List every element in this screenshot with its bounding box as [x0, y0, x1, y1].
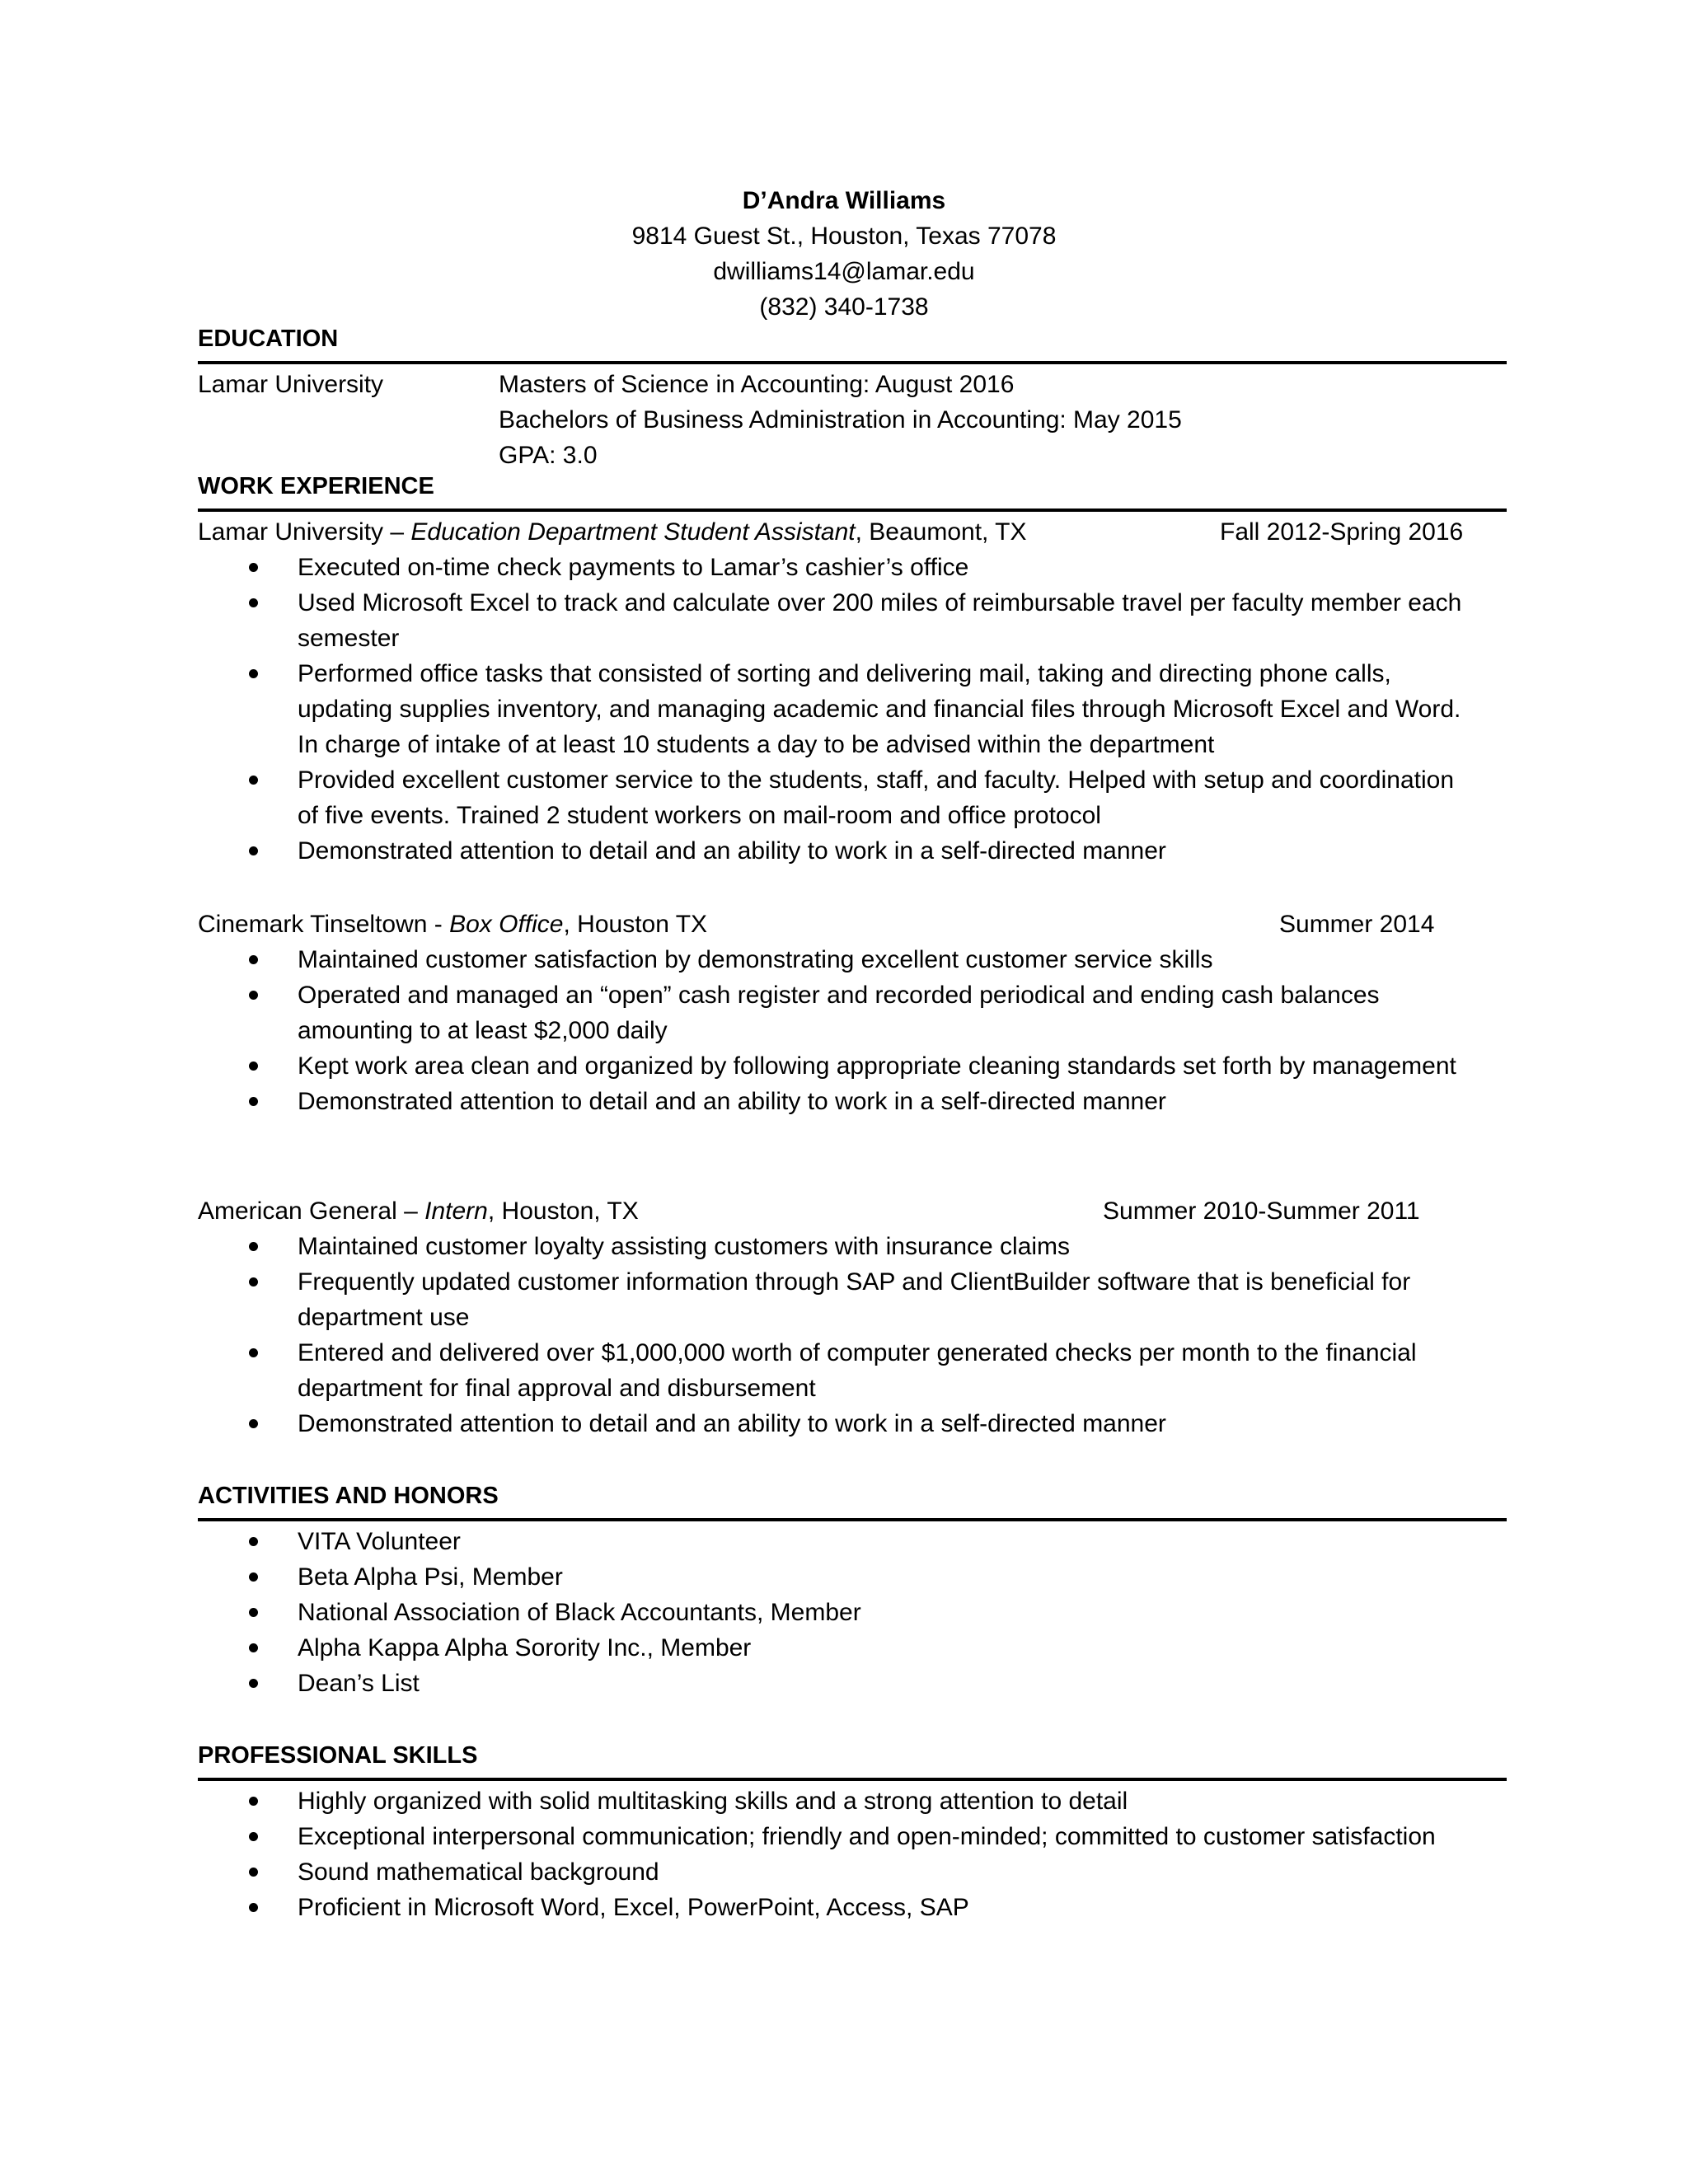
section-divider [198, 509, 1507, 512]
skills-list-block [198, 1783, 1517, 1925]
list-item: Performed office tasks that consisted of sorting and delivering mail, taking and directing phone calls, updating supplies inventory, and managing academic and financial files through Microsoft Excel and Word. In charge of intake of at least 10 students a day to be advised within the department [198, 656, 1476, 762]
job-organization: Cinemark Tinseltown - [198, 911, 450, 938]
list-item: Kept work area clean and organized by following appropriate cleaning standards set forth by management [198, 1048, 1476, 1084]
job-dates: Summer 2014 [1279, 911, 1435, 938]
job-header [198, 1193, 1517, 1229]
list-item: Alpha Kappa Alpha Sorority Inc., Member [198, 1630, 1476, 1666]
list-item: Proficient in Microsoft Word, Excel, PowerPoint, Access, SAP [198, 1890, 1476, 1925]
education-heading: EDUCATION [198, 326, 339, 352]
phone: (832) 340-1738 [759, 293, 929, 321]
applicant-name: D’Andra Williams [742, 187, 946, 214]
skills-list [198, 1783, 1517, 1925]
education-degrees [499, 367, 1182, 473]
list-item: Exceptional interpersonal communication; friendly and open-minded; committed to customer satisfaction [198, 1819, 1476, 1854]
list-item: Operated and managed an “open” cash register and recorded periodical and ending cash balances amounting to at least $2,000 daily [198, 977, 1476, 1048]
job-entry [198, 1193, 1517, 1441]
job-dates: Fall 2012-Spring 2016 [1220, 518, 1464, 546]
section-divider [198, 1778, 1507, 1781]
list-item: Used Microsoft Excel to track and calculate over 200 miles of reimbursable travel per faculty member each semester [198, 585, 1476, 656]
degree-item: GPA: 3.0 [499, 442, 598, 469]
job-role: Education Department Student Assistant [410, 518, 856, 546]
email: dwilliams14@lamar.edu [713, 258, 975, 285]
list-item: Highly organized with solid multitasking skills and a strong attention to detail [198, 1783, 1476, 1819]
list-item: Demonstrated attention to detail and an ability to work in a self-directed manner [198, 833, 1476, 869]
list-item: Entered and delivered over $1,000,000 worth of computer generated checks per month to the financial department for final approval and disbursement [198, 1335, 1476, 1406]
section-divider [198, 1518, 1507, 1521]
job-entry [198, 907, 1517, 1119]
activities-heading: ACTIVITIES AND HONORS [198, 1483, 499, 1509]
education-school: Lamar University [198, 371, 384, 398]
skills-heading: PROFESSIONAL SKILLS [198, 1742, 478, 1769]
list-item: Provided excellent customer service to the students, staff, and faculty. Helped with setup and coordination of five events. Trained 2 student workers on mail-room and office protocol [198, 762, 1476, 833]
job-bullets [198, 1229, 1517, 1441]
job-header [198, 514, 1517, 550]
list-item: Maintained customer loyalty assisting customers with insurance claims [198, 1229, 1476, 1264]
work-experience-heading: WORK EXPERIENCE [198, 473, 434, 499]
job-location: , Houston TX [563, 911, 708, 938]
job-bullets [198, 942, 1517, 1119]
job-role: Intern [424, 1197, 488, 1225]
list-item: Frequently updated customer information through SAP and ClientBuilder software that is beneficial for department use [198, 1264, 1476, 1335]
degree-item: Bachelors of Business Administration in Accounting: May 2015 [499, 406, 1182, 434]
job-bullets [198, 550, 1517, 869]
job-role: Box Office [449, 911, 564, 938]
job-entry [198, 514, 1517, 869]
list-item: Demonstrated attention to detail and an ability to work in a self-directed manner [198, 1084, 1476, 1119]
job-location: , Beaumont, TX [855, 518, 1027, 546]
job-organization: American General – [198, 1197, 425, 1225]
list-item: Maintained customer satisfaction by demonstrating excellent customer service skills [198, 942, 1476, 977]
resume-header [0, 183, 1688, 325]
list-item: Demonstrated attention to detail and an ability to work in a self-directed manner [198, 1406, 1476, 1441]
activities-list [198, 1524, 1517, 1701]
list-item: Executed on-time check payments to Lamar’s cashier’s office [198, 550, 1476, 585]
address: 9814 Guest St., Houston, Texas 77078 [631, 223, 1057, 250]
list-item: Dean’s List [198, 1666, 1476, 1701]
list-item: National Association of Black Accountants, Member [198, 1595, 1476, 1630]
list-item: Beta Alpha Psi, Member [198, 1559, 1476, 1595]
job-dates: Summer 2010-Summer 2011 [1103, 1197, 1420, 1225]
job-organization: Lamar University – [198, 518, 411, 546]
section-divider [198, 361, 1507, 364]
list-item: Sound mathematical background [198, 1854, 1476, 1890]
job-header [198, 907, 1517, 942]
list-item: VITA Volunteer [198, 1524, 1476, 1559]
job-location: , Houston, TX [487, 1197, 639, 1225]
activities-list-block [198, 1524, 1517, 1701]
degree-item: Masters of Science in Accounting: August 2016 [499, 371, 1015, 398]
